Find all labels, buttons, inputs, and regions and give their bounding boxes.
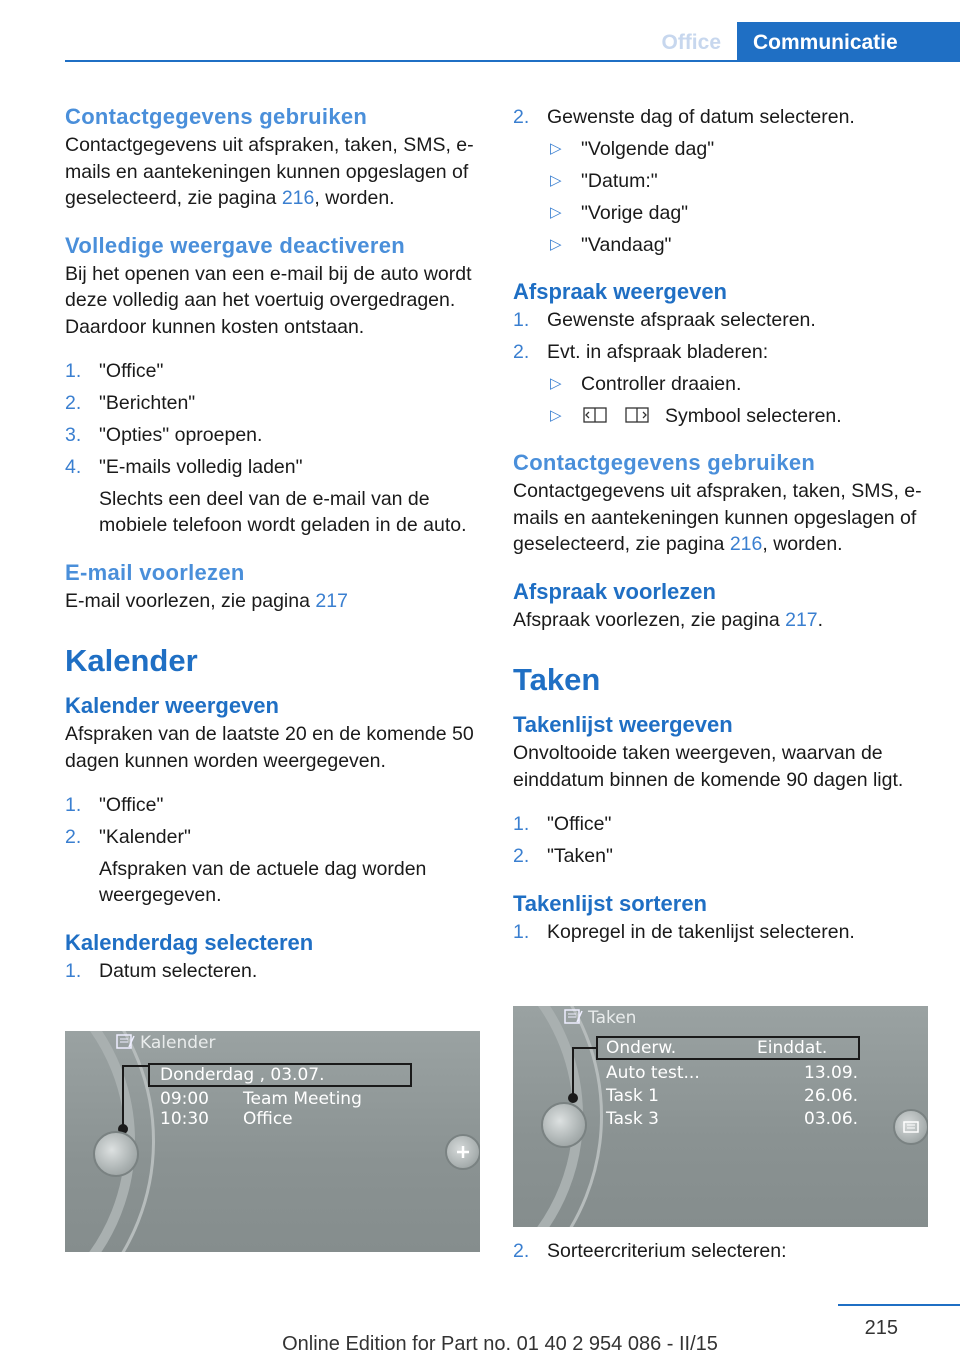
list-item (65, 792, 481, 819)
text: Afspraak voorlezen, zie pagina (513, 608, 780, 631)
step-number: 1. (513, 920, 530, 943)
callout-dot (568, 1093, 578, 1103)
option-text: Controller draaien. (581, 372, 742, 395)
paragraph-contactgegevens (65, 132, 481, 212)
paragraph-takenlijst: Onvoltooide taken weergeven, waarvan de einddatum binnen de komende 90 dagen ligt. (513, 742, 904, 791)
step-number: 4. (65, 456, 82, 478)
page-link[interactable]: 217 (315, 589, 348, 612)
steps-list (65, 792, 481, 909)
screen-title: Kalender (140, 1033, 216, 1053)
triangle-bullet-icon: ▷ (550, 172, 562, 189)
step-text: "Opties" oproepen. (99, 424, 263, 446)
steps-list (513, 919, 929, 946)
step-number: 1. (65, 959, 82, 982)
section-title-contactgegevens-right: Contactgegevens gebruiken (513, 450, 816, 475)
step-note: Afspraken van de actuele dag worden weergegeven. (99, 857, 427, 906)
sub-item (513, 200, 929, 227)
triangle-bullet-icon: ▷ (550, 374, 562, 392)
appointment-time: 09:00 (160, 1089, 209, 1109)
step-text: "E-mails volledig laden" (99, 456, 303, 478)
steps-list (65, 958, 481, 985)
header-tab-office: Office (661, 31, 721, 54)
callout-line (572, 1047, 596, 1049)
triangle-bullet-icon: ▷ (550, 406, 562, 424)
header-rule (65, 60, 960, 62)
text: , worden. (762, 533, 843, 555)
list-item (513, 1238, 929, 1265)
list-item (513, 339, 929, 366)
screen-title: Taken (588, 1008, 637, 1028)
step-text: Gewenste afspraak selecteren. (547, 308, 816, 331)
step-text: "Kalender" (99, 826, 191, 848)
section-title-takenlijst-weergeven: Takenlijst weergeven (513, 712, 733, 737)
page-back-icon (581, 405, 609, 423)
task-date: 26.06. (804, 1086, 859, 1106)
callout-line (122, 1065, 148, 1067)
sub-item (513, 403, 929, 430)
step-text: Sorteercriterium selecteren: (547, 1240, 787, 1262)
chapter-title-kalender: Kalender (65, 643, 198, 678)
text: Contactgegevens uit afspraken, taken, SMS, e-mails en aantekeningen kunnen opgeslagen of geselecteerd, zie pagina (513, 480, 922, 555)
steps-list (513, 307, 929, 430)
step-number: 1. (513, 813, 530, 835)
controller-knob-icon (93, 1131, 139, 1177)
step-text: "Office" (99, 794, 164, 816)
footer-rule (838, 1304, 960, 1306)
option-text: "Vorige dag" (581, 202, 689, 224)
step-text: "Berichten" (99, 392, 196, 414)
list-options-icon (893, 1109, 928, 1145)
sub-item (513, 232, 929, 259)
triangle-bullet-icon: ▷ (550, 204, 562, 221)
left-column (65, 100, 481, 984)
taken-screenshot (513, 1006, 928, 1227)
text: E-mail voorlezen, zie pagina (65, 589, 310, 612)
step-number: 2. (513, 106, 530, 128)
step-text: "Office" (547, 813, 612, 835)
paragraph-afspraak-voorlezen (513, 607, 929, 634)
text: . (817, 608, 824, 631)
steps-list (513, 104, 929, 259)
step-number: 1. (513, 308, 530, 331)
controller-knob-icon (541, 1102, 587, 1148)
list-item (65, 824, 481, 851)
section-title-email-voorlezen: E-mail voorlezen (65, 559, 245, 585)
list-item (65, 454, 481, 481)
notepad-icon (563, 1008, 583, 1031)
list-item (65, 422, 481, 449)
right-column (513, 100, 929, 945)
paragraph-email-voorlezen (65, 588, 481, 615)
steps-list (513, 1238, 929, 1265)
list-item (65, 358, 481, 385)
paragraph-volledige-weergave: Bij het openen van een e-mail bij de auto wordt deze volledig aan het voertuig overgedragen. Daardoor kunnen kosten ontstaan. (65, 262, 472, 338)
column-header-subject[interactable]: Onderw. (606, 1038, 677, 1058)
edition-footer: Online Edition for Part no. 01 40 2 954 086 - II/15 (282, 1333, 718, 1355)
step-text: Gewenste dag of datum selecteren. (547, 106, 855, 128)
header-tab-communicatie: Communicatie (737, 22, 960, 62)
option-text: Symbool selecteren. (665, 404, 842, 427)
step-number: 2. (65, 826, 82, 848)
notepad-icon (115, 1033, 135, 1056)
sub-item (513, 371, 929, 398)
plus-icon (445, 1134, 480, 1170)
appointment-label[interactable]: Team Meeting (243, 1089, 362, 1109)
step-text: Evt. in afspraak bladeren: (547, 340, 769, 363)
list-item (513, 307, 929, 334)
paragraph-kalender-weergeven: Afspraken van de laatste 20 en de komende 50 dagen kunnen worden weergegeven. (65, 723, 474, 772)
step-number: 1. (65, 360, 82, 382)
step-text: Kopregel in de takenlijst selecteren. (547, 920, 855, 943)
step-note: Slechts een deel van de e-mail van de mobiele telefoon wordt geladen in de auto. (99, 487, 467, 536)
page-link[interactable]: 217 (785, 608, 818, 631)
callout-line (572, 1047, 574, 1097)
step-number: 2. (513, 340, 530, 363)
section-title-afspraak-weergeven: Afspraak weergeven (513, 278, 727, 304)
sub-item (513, 136, 929, 163)
kalender-screenshot (65, 1031, 480, 1252)
task-name[interactable]: Auto test... (606, 1063, 700, 1083)
paragraph-contactgegevens-right (513, 478, 929, 558)
task-date: 03.06. (804, 1109, 859, 1129)
column-header-due-date[interactable]: Einddat. (757, 1038, 828, 1058)
callout-line (122, 1065, 124, 1128)
list-item (65, 390, 481, 417)
section-title-afspraak-voorlezen: Afspraak voorlezen (513, 578, 716, 604)
step-number: 2. (513, 1240, 530, 1262)
list-item (65, 958, 481, 985)
page-number: 215 (864, 1317, 898, 1339)
triangle-bullet-icon: ▷ (550, 140, 562, 157)
section-title-kalender-weergeven: Kalender weergeven (65, 693, 279, 718)
sub-item (513, 168, 929, 195)
page-link[interactable]: 216 (281, 187, 315, 209)
steps-list (513, 811, 929, 870)
steps-list (65, 358, 481, 539)
chapter-title-taken: Taken (513, 662, 601, 697)
step-number: 3. (65, 424, 82, 446)
appointment-time: 10:30 (160, 1109, 209, 1129)
step-text: "Taken" (547, 845, 613, 867)
page-link[interactable]: 216 (729, 533, 763, 555)
list-item (513, 919, 929, 946)
option-text: "Vandaag" (581, 234, 672, 256)
task-name[interactable]: Task 3 (606, 1109, 659, 1129)
section-title-kalenderdag: Kalenderdag selecteren (65, 929, 314, 955)
appointment-label[interactable]: Office (243, 1109, 293, 1129)
page-forward-icon (623, 405, 651, 423)
step-text: "Office" (99, 360, 164, 382)
task-name[interactable]: Task 1 (606, 1086, 659, 1106)
task-date: 13.09. (804, 1063, 859, 1083)
section-title-contactgegevens: Contactgegevens gebruiken (65, 104, 368, 129)
section-title-volledige-weergave: Volledige weergave deactiveren (65, 232, 405, 258)
step-number: 1. (65, 794, 82, 816)
section-title-takenlijst-sorteren: Takenlijst sorteren (513, 890, 707, 916)
text: , worden. (314, 187, 395, 209)
triangle-bullet-icon: ▷ (550, 236, 562, 253)
selected-date[interactable]: Donderdag , 03.07. (160, 1065, 325, 1085)
step-number: 2. (513, 845, 530, 867)
list-item (513, 843, 929, 870)
step-number: 2. (65, 392, 82, 414)
option-text: "Volgende dag" (581, 138, 715, 160)
list-item (513, 104, 929, 131)
step-text: Datum selecteren. (99, 959, 258, 982)
option-text: "Datum:" (581, 170, 658, 192)
list-item (513, 811, 929, 838)
text: Contactgegevens uit afspraken, taken, SMS, e-mails en aantekeningen kunnen opgeslagen of geselecteerd, zie pagina (65, 134, 474, 209)
